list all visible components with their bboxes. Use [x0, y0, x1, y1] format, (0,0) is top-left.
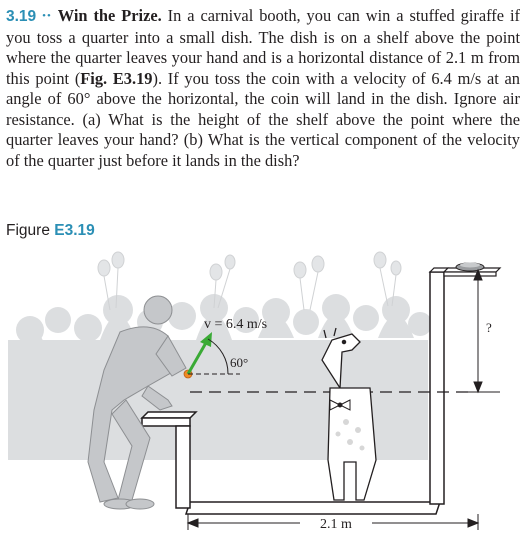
problem-statement — [6, 6, 520, 171]
difficulty-dots: •• — [42, 10, 52, 22]
problem-number: 3.19 — [6, 8, 37, 25]
problem-text-part2: ). If you toss the coin with a velocity of 6.4 m/s at an angle of 60° above the horizontal, the coin will land in the dish. Ignore air resistance. (a) What is the height of the shelf above the point where the quarter leaves your hand? (b) What is the vertical component of the velocity of the quarter just before it lands in the dish? — [6, 68, 520, 170]
problem-title: Win the Prize. — [57, 6, 162, 25]
figure-label — [6, 222, 95, 240]
figure-label-number: E3.19 — [54, 222, 95, 239]
balloons — [98, 252, 401, 310]
figure-reference: Fig. E3.19 — [80, 68, 153, 88]
distance-label: 2.1 m — [320, 517, 352, 532]
carnival-booth-diagram — [0, 250, 526, 540]
problem-text-part1: In a carnival booth, you can win a stuffed giraffe if you toss a quarter into a small dish. The dish is on a shelf above the point where the quarter leaves your hand and is a horizontal distance of 2.1 m from this point ( — [6, 6, 520, 88]
angle-label: 60° — [230, 355, 249, 370]
height-dimension — [456, 270, 500, 392]
velocity-label: v = 6.4 m/s — [204, 317, 268, 332]
dish — [456, 263, 484, 272]
figure-illustration — [0, 250, 526, 540]
figure-label-prefix: Figure — [6, 222, 50, 239]
height-label: ? — [486, 320, 492, 335]
